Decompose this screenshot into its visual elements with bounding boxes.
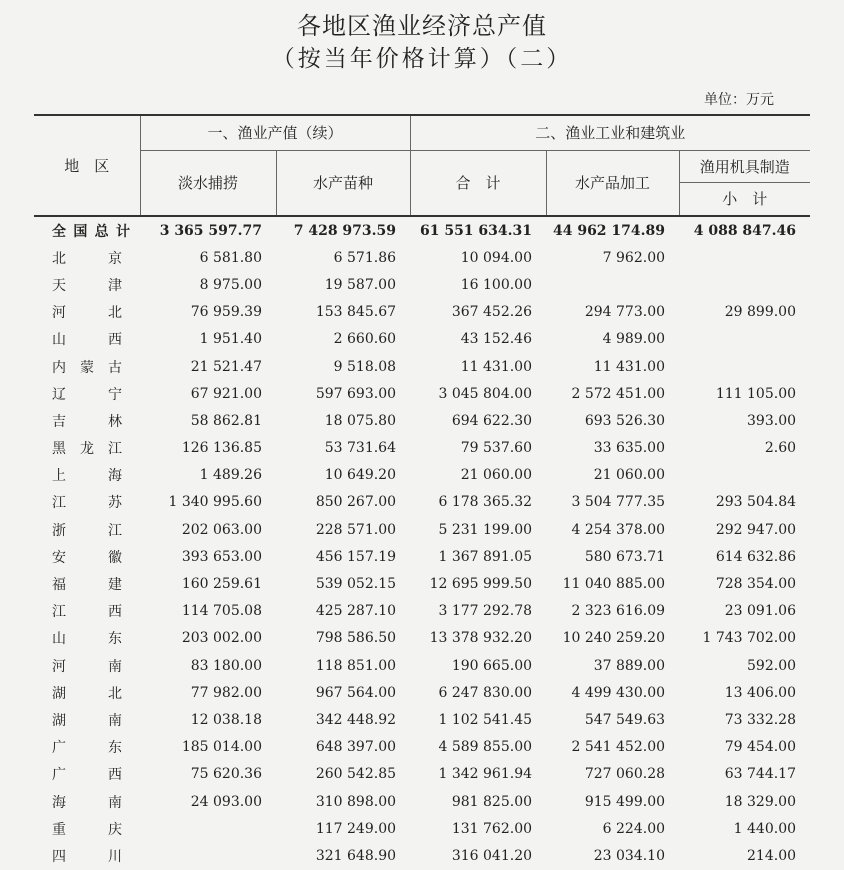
value-cell-c1: 12 038.18 [190, 711, 262, 728]
region-cell [34, 679, 140, 706]
region-cell [34, 652, 140, 679]
region-label: 黑 龙 江 [52, 441, 122, 458]
value-cell-c3: 1 367 891.05 [438, 548, 533, 565]
value-cell-c3: 79 537.60 [460, 440, 533, 457]
value-cell-c1: 8 975.00 [199, 276, 262, 293]
value-cell-c1: 185 014.00 [181, 739, 262, 756]
table-row [34, 271, 810, 298]
value-cell-c1: 1 489.26 [199, 467, 262, 484]
region-cell [34, 598, 140, 625]
value-cell-c1: 75 620.36 [190, 766, 262, 783]
value-cell-c3: 1 342 961.94 [438, 766, 533, 783]
region-label: 江 西 [52, 604, 122, 621]
region-label: 四 川 [52, 848, 122, 865]
region-label: 天 津 [52, 277, 122, 294]
value-cell-c4: 294 773.00 [584, 304, 666, 321]
value-cell-c5: 592.00 [747, 657, 797, 674]
region-label: 福 建 [52, 577, 122, 594]
table-row [34, 543, 810, 570]
table-row [34, 326, 810, 353]
table-row [34, 679, 810, 706]
region-cell [34, 353, 140, 380]
region-cell [34, 706, 140, 733]
value-cell-c5: 29 899.00 [724, 304, 797, 321]
value-cell-c2: 7 428 973.59 [293, 222, 397, 239]
region-cell [34, 462, 140, 489]
value-cell-c2: 228 571.00 [315, 521, 397, 538]
value-cell-c1: 24 093.00 [190, 793, 262, 810]
value-cell-c1: 1 951.40 [199, 331, 262, 348]
region-cell [34, 788, 140, 815]
header-group-fishery-output: 一、渔业产值（续） [140, 116, 410, 150]
region-cell [34, 842, 140, 869]
value-cell-c4: 580 673.71 [584, 548, 666, 565]
region-cell [34, 489, 140, 516]
region-cell [34, 625, 140, 652]
region-cell [34, 734, 140, 761]
region-label: 广 西 [52, 767, 122, 784]
header-equipment-subtotal: 小 计 [679, 182, 810, 216]
value-cell-c1: 83 180.00 [190, 657, 262, 674]
value-cell-c5: 73 332.28 [724, 711, 797, 728]
value-cell-c5: 13 406.00 [724, 684, 797, 701]
region-cell [34, 435, 140, 462]
value-cell-c4: 693 526.30 [584, 412, 666, 429]
value-cell-c1 [140, 815, 276, 842]
region-cell [34, 516, 140, 543]
region-label: 吉 林 [52, 413, 122, 430]
table-row [34, 625, 810, 652]
value-cell-c1: 160 259.61 [181, 576, 262, 593]
value-cell-c2: 118 851.00 [315, 657, 397, 674]
table-row [34, 244, 810, 271]
value-cell-c4: 2 541 452.00 [571, 739, 666, 756]
value-cell-c2: 798 586.50 [315, 630, 397, 647]
value-cell-c2: 117 249.00 [315, 820, 397, 837]
value-cell-c5: 293 504.84 [715, 494, 797, 511]
value-cell-c4: 10 240 259.20 [562, 630, 666, 647]
value-cell-c4: 33 635.00 [593, 440, 666, 457]
table-row [34, 598, 810, 625]
value-cell-c4: 915 499.00 [584, 793, 666, 810]
value-cell-c2: 9 518.08 [333, 358, 397, 375]
value-cell-c1: 202 063.00 [181, 521, 262, 538]
value-cell-c4: 7 962.00 [602, 249, 666, 266]
value-cell-c5 [679, 271, 810, 298]
region-label: 重 庆 [52, 821, 122, 838]
table-row [34, 407, 810, 434]
value-cell-c2: 260 542.85 [315, 766, 397, 783]
region-label: 湖 南 [52, 712, 122, 729]
data-table [34, 116, 810, 870]
region-cell [34, 326, 140, 353]
value-cell-c3: 3 045 804.00 [438, 385, 533, 402]
value-cell-c5: 79 454.00 [724, 739, 797, 756]
value-cell-c4 [546, 271, 679, 298]
value-cell-c1: 67 921.00 [190, 385, 262, 402]
value-cell-c5: 2.60 [764, 440, 797, 457]
header-group-industry: 二、渔业工业和建筑业 [410, 116, 810, 150]
header-processing: 水产品加工 [546, 150, 679, 216]
table-row [34, 788, 810, 815]
header-region: 地 区 [34, 116, 140, 216]
value-cell-c4: 2 323 616.09 [571, 603, 666, 620]
region-cell [34, 815, 140, 842]
value-cell-c5 [679, 353, 810, 380]
table-row [34, 815, 810, 842]
region-cell [34, 570, 140, 597]
value-cell-c5: 23 091.06 [724, 603, 797, 620]
table-row [34, 570, 810, 597]
value-cell-c2: 342 448.92 [315, 711, 397, 728]
value-cell-c3: 981 825.00 [451, 793, 533, 810]
value-cell-c1: 76 959.39 [190, 304, 262, 321]
value-cell-c1 [140, 842, 276, 869]
value-cell-c5: 1 743 702.00 [702, 630, 797, 647]
value-cell-c5: 292 947.00 [715, 521, 797, 538]
table-row [34, 216, 810, 244]
region-label: 广 东 [52, 740, 122, 757]
value-cell-c3: 10 094.00 [460, 249, 533, 266]
region-label: 海 南 [52, 794, 122, 811]
value-cell-c3: 6 247 830.00 [438, 684, 533, 701]
region-label: 安 徽 [52, 549, 122, 566]
value-cell-c1: 77 982.00 [190, 684, 262, 701]
value-cell-c3: 694 622.30 [451, 412, 533, 429]
value-cell-c3: 21 060.00 [460, 467, 533, 484]
table-row [34, 353, 810, 380]
header-seedlings: 水产苗种 [276, 150, 410, 216]
header-equipment: 渔用机具制造 [679, 150, 810, 182]
value-cell-c4: 727 060.28 [584, 766, 666, 783]
region-cell [34, 244, 140, 271]
value-cell-c1: 126 136.85 [181, 440, 262, 457]
value-cell-c5: 18 329.00 [724, 793, 797, 810]
value-cell-c3: 43 152.46 [460, 331, 533, 348]
value-cell-c3: 61 551 634.31 [419, 222, 533, 239]
value-cell-c1: 1 340 995.60 [168, 494, 262, 511]
value-cell-c4: 547 549.63 [584, 711, 666, 728]
region-cell [34, 543, 140, 570]
value-cell-c5: 63 744.17 [724, 766, 797, 783]
table-row [34, 706, 810, 733]
value-cell-c2: 597 693.00 [315, 385, 397, 402]
value-cell-c4: 11 431.00 [593, 358, 666, 375]
value-cell-c2: 6 571.86 [333, 249, 397, 266]
value-cell-c5 [679, 326, 810, 353]
table-row [34, 734, 810, 761]
value-cell-c2: 850 267.00 [315, 494, 397, 511]
table-row [34, 380, 810, 407]
value-cell-c3: 3 177 292.78 [438, 603, 533, 620]
table-row [34, 842, 810, 869]
value-cell-c2: 153 845.67 [315, 304, 397, 321]
value-cell-c1: 21 521.47 [190, 358, 262, 375]
table-row [34, 435, 810, 462]
header-subtotal: 合 计 [410, 150, 546, 216]
table-row [34, 516, 810, 543]
region-label: 山 西 [52, 332, 122, 349]
value-cell-c1: 3 365 597.77 [159, 222, 262, 239]
region-label: 湖 北 [52, 685, 122, 702]
value-cell-c4: 21 060.00 [593, 467, 666, 484]
header-freshwater-catch: 淡水捕捞 [140, 150, 276, 216]
value-cell-c5: 111 105.00 [715, 385, 797, 402]
value-cell-c5: 728 354.00 [715, 576, 797, 593]
value-cell-c2: 425 287.10 [315, 603, 397, 620]
table-row [34, 462, 810, 489]
region-label: 浙 江 [52, 522, 122, 539]
value-cell-c3: 367 452.26 [451, 304, 533, 321]
region-cell [34, 299, 140, 326]
value-cell-c4: 4 254 378.00 [571, 521, 666, 538]
value-cell-c5 [679, 244, 810, 271]
value-cell-c5 [679, 462, 810, 489]
value-cell-c3: 12 695 999.50 [429, 576, 533, 593]
value-cell-c5: 4 088 847.46 [693, 222, 797, 239]
region-label: 全 国 总 计 [52, 223, 130, 240]
value-cell-c4: 44 962 174.89 [552, 222, 666, 239]
value-cell-c2: 10 649.20 [324, 467, 397, 484]
value-cell-c2: 310 898.00 [315, 793, 397, 810]
region-label: 上 海 [52, 468, 122, 485]
value-cell-c3: 6 178 365.32 [438, 494, 533, 511]
region-label: 内 蒙 古 [52, 359, 122, 376]
value-cell-c2: 18 075.80 [324, 412, 397, 429]
value-cell-c2: 2 660.60 [333, 331, 397, 348]
page-title: 各地区渔业经济总产值 [297, 12, 547, 40]
value-cell-c2: 967 564.00 [315, 684, 397, 701]
value-cell-c2: 456 157.19 [315, 548, 397, 565]
region-cell [34, 216, 140, 244]
value-cell-c2: 321 648.90 [315, 847, 397, 864]
table-row [34, 761, 810, 788]
value-cell-c1: 393 653.00 [181, 548, 262, 565]
region-label: 北 京 [52, 250, 122, 267]
region-label: 江 苏 [52, 495, 122, 512]
value-cell-c4: 11 040 885.00 [562, 576, 666, 593]
region-cell [34, 407, 140, 434]
value-cell-c3: 4 589 855.00 [438, 739, 533, 756]
unit-label: 单位：万元 [704, 92, 774, 108]
table-body [34, 216, 810, 870]
page-subtitle: （按当年价格计算）（二） [271, 46, 573, 72]
value-cell-c4: 23 034.10 [593, 847, 666, 864]
value-cell-c5: 1 440.00 [733, 820, 797, 837]
region-cell [34, 271, 140, 298]
value-cell-c1: 6 581.80 [199, 249, 262, 266]
value-cell-c4: 2 572 451.00 [571, 385, 666, 402]
value-cell-c2: 19 587.00 [324, 276, 397, 293]
value-cell-c4: 6 224.00 [602, 820, 666, 837]
value-cell-c5: 214.00 [747, 847, 797, 864]
value-cell-c2: 539 052.15 [315, 576, 397, 593]
value-cell-c3: 1 102 541.45 [438, 711, 533, 728]
value-cell-c4: 4 499 430.00 [571, 684, 666, 701]
value-cell-c2: 648 397.00 [315, 739, 397, 756]
region-cell [34, 761, 140, 788]
value-cell-c3: 131 762.00 [451, 820, 533, 837]
value-cell-c4: 3 504 777.35 [571, 494, 666, 511]
value-cell-c3: 11 431.00 [460, 358, 533, 375]
value-cell-c3: 5 231 199.00 [438, 521, 533, 538]
value-cell-c5: 393.00 [747, 412, 797, 429]
region-label: 山 东 [52, 631, 122, 648]
value-cell-c1: 114 705.08 [181, 603, 262, 620]
value-cell-c3: 316 041.20 [451, 847, 533, 864]
region-cell [34, 380, 140, 407]
table-row [34, 652, 810, 679]
value-cell-c1: 203 002.00 [181, 630, 262, 647]
region-label: 河 北 [52, 305, 122, 322]
region-label: 辽 宁 [52, 386, 122, 403]
value-cell-c5: 614 632.86 [715, 548, 797, 565]
region-label: 河 南 [52, 658, 122, 675]
value-cell-c4: 37 889.00 [593, 657, 666, 674]
value-cell-c1: 58 862.81 [190, 412, 262, 429]
value-cell-c3: 190 665.00 [451, 657, 533, 674]
value-cell-c3: 13 378 932.20 [429, 630, 533, 647]
value-cell-c3: 16 100.00 [460, 276, 533, 293]
value-cell-c2: 53 731.64 [324, 440, 397, 457]
table-row [34, 299, 810, 326]
value-cell-c4: 4 989.00 [602, 331, 666, 348]
table-row [34, 489, 810, 516]
